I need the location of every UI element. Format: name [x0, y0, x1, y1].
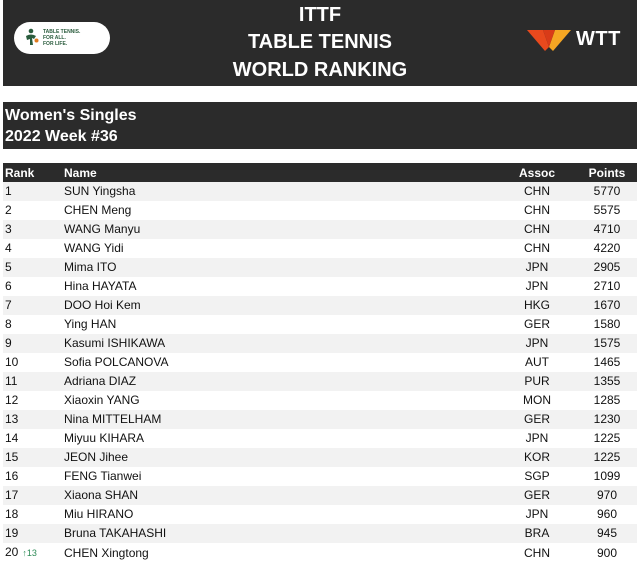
- assoc-cell-value: CHN: [524, 241, 550, 255]
- points-cell-value: 5770: [593, 184, 621, 198]
- rank-cell: [3, 220, 64, 239]
- assoc-cell-value: JPN: [525, 260, 549, 274]
- assoc-cell-value: SGP: [524, 469, 550, 483]
- name-cell-value: Ying HAN: [64, 317, 117, 331]
- points-cell: [577, 372, 637, 391]
- assoc-cell-value: JPN: [525, 336, 549, 350]
- name-cell-value: WANG Yidi: [64, 241, 124, 255]
- name-cell: [64, 486, 497, 505]
- name-cell: [64, 353, 497, 372]
- rank-cell: [3, 334, 64, 353]
- rank-cell: [3, 505, 64, 524]
- assoc-cell: [497, 182, 577, 201]
- assoc-cell-value: HKG: [523, 298, 550, 312]
- rank-cell: [3, 239, 64, 258]
- name-cell: [64, 201, 497, 220]
- assoc-cell: [497, 353, 577, 372]
- points-cell-value: 4220: [593, 241, 621, 255]
- name-cell: [64, 467, 497, 486]
- points-cell: [577, 524, 637, 543]
- table-row: [3, 296, 637, 315]
- assoc-cell: [497, 201, 577, 220]
- rank-cell: [3, 429, 64, 448]
- points-cell: [577, 429, 637, 448]
- assoc-cell: [497, 334, 577, 353]
- header-rank: Rank: [3, 163, 64, 182]
- table-row: [3, 372, 637, 391]
- rank-cell-value: 13: [5, 412, 19, 426]
- name-cell: [64, 448, 497, 467]
- points-cell-value: 1670: [593, 298, 621, 312]
- name-cell-value: Xiaona SHAN: [64, 488, 139, 502]
- name-cell: [64, 543, 497, 562]
- points-cell: [577, 505, 637, 524]
- table-row: [3, 524, 637, 543]
- table-row: [3, 505, 637, 524]
- title-line-1: ITTF: [298, 4, 342, 26]
- name-cell-value: Kasumi ISHIKAWA: [64, 336, 166, 350]
- rank-cell: [3, 315, 64, 334]
- assoc-cell: [497, 524, 577, 543]
- table-row: [3, 467, 637, 486]
- rank-cell: [3, 353, 64, 372]
- name-cell: [64, 258, 497, 277]
- header-name: Name: [64, 163, 497, 182]
- rank-cell-value: 9: [5, 336, 12, 350]
- name-cell-value: Mima ITO: [64, 260, 117, 274]
- wtt-logo-text: WTT: [576, 27, 621, 50]
- table-row: [3, 486, 637, 505]
- name-cell: [64, 277, 497, 296]
- table-row: [3, 334, 637, 353]
- points-cell-value: 945: [596, 526, 618, 540]
- assoc-cell-value: KOR: [523, 450, 550, 464]
- name-cell: [64, 239, 497, 258]
- points-cell-value: 1225: [593, 450, 621, 464]
- rank-cell: [3, 391, 64, 410]
- assoc-cell-value: CHN: [524, 222, 550, 236]
- name-cell: [64, 524, 497, 543]
- rank-cell: [3, 524, 64, 543]
- assoc-cell: [497, 372, 577, 391]
- assoc-cell-value: GER: [523, 488, 550, 502]
- rank-cell: [3, 467, 64, 486]
- rank-cell: [3, 486, 64, 505]
- name-cell-value: Sofia POLCANOVA: [64, 355, 169, 369]
- assoc-cell-value: JPN: [525, 431, 549, 445]
- ranking-table: [3, 163, 637, 562]
- table-row: [3, 353, 637, 372]
- assoc-cell: [497, 258, 577, 277]
- points-cell: [577, 315, 637, 334]
- name-cell: [64, 410, 497, 429]
- points-cell-value: 1230: [593, 412, 621, 426]
- points-cell: [577, 277, 637, 296]
- rank-cell: [3, 410, 64, 429]
- assoc-cell: [497, 239, 577, 258]
- assoc-cell: [497, 391, 577, 410]
- points-cell-value: 1580: [593, 317, 621, 331]
- points-cell-value: 2905: [593, 260, 621, 274]
- name-cell: [64, 182, 497, 201]
- name-cell-value: Nina MITTELHAM: [64, 412, 162, 426]
- assoc-cell: [497, 505, 577, 524]
- table-row: [3, 410, 637, 429]
- assoc-cell-value: CHN: [524, 545, 550, 560]
- points-cell: [577, 410, 637, 429]
- rank-cell-value: 6: [5, 279, 12, 293]
- assoc-cell-value: AUT: [525, 355, 549, 369]
- points-cell-value: 4710: [593, 222, 621, 236]
- assoc-cell-value: CHN: [524, 184, 550, 198]
- points-cell-value: 900: [596, 545, 618, 560]
- assoc-cell-value: JPN: [525, 279, 549, 293]
- table-row: [3, 182, 637, 201]
- rank-change-badge: ↑13: [22, 548, 37, 558]
- name-cell-value: WANG Manyu: [64, 222, 141, 236]
- header-points: Points: [577, 163, 637, 182]
- name-cell: [64, 429, 497, 448]
- name-cell-value: CHEN Meng: [64, 203, 132, 217]
- assoc-cell-value: GER: [523, 412, 550, 426]
- name-cell-value: SUN Yingsha: [64, 184, 136, 198]
- wtt-logo: [527, 26, 621, 52]
- points-cell: [577, 334, 637, 353]
- table-row: [3, 277, 637, 296]
- points-cell: [577, 239, 637, 258]
- event-name: Women's Singles: [5, 107, 137, 124]
- name-cell-value: Bruna TAKAHASHI: [64, 526, 167, 540]
- name-cell: [64, 505, 497, 524]
- rank-cell: [3, 372, 64, 391]
- table-row: [3, 201, 637, 220]
- points-cell-value: 960: [596, 507, 618, 521]
- rank-cell: [3, 448, 64, 467]
- rank-cell-value: 20: [5, 545, 19, 559]
- name-cell-value: JEON Jihee: [64, 450, 129, 464]
- rank-cell: [3, 182, 64, 201]
- assoc-cell: [497, 410, 577, 429]
- rank-cell: [3, 296, 64, 315]
- table-row: [3, 429, 637, 448]
- rank-cell-value: 17: [5, 488, 19, 502]
- name-cell-value: Hina HAYATA: [64, 279, 137, 293]
- table-row: [3, 239, 637, 258]
- points-cell-value: 1465: [593, 355, 621, 369]
- table-header-row: [3, 163, 637, 182]
- rank-cell-value: 4: [5, 241, 12, 255]
- assoc-cell-value: GER: [523, 317, 550, 331]
- name-cell-value: DOO Hoi Kem: [64, 298, 141, 312]
- wtt-wing-icon: [527, 27, 571, 51]
- assoc-cell: [497, 543, 577, 562]
- name-cell-value: Miyuu KIHARA: [64, 431, 145, 445]
- event-week: 2022 Week #36: [5, 128, 118, 145]
- rank-cell-value: 1: [5, 184, 12, 198]
- rank-cell: [3, 201, 64, 220]
- assoc-cell: [497, 467, 577, 486]
- name-cell: [64, 391, 497, 410]
- rank-cell-value: 15: [5, 450, 19, 464]
- rank-cell-value: 18: [5, 507, 19, 521]
- table-row: [3, 391, 637, 410]
- points-cell: [577, 448, 637, 467]
- rank-cell: [3, 277, 64, 296]
- title-line-2: TABLE TENNIS: [247, 31, 393, 53]
- points-cell-value: 5575: [593, 203, 621, 217]
- table-row: [3, 543, 637, 562]
- table-row: [3, 220, 637, 239]
- points-cell: [577, 182, 637, 201]
- ittf-logo-line: FOR LIFE.: [43, 41, 68, 47]
- points-cell-value: 1575: [593, 336, 621, 350]
- name-cell: [64, 372, 497, 391]
- points-cell: [577, 258, 637, 277]
- points-cell: [577, 296, 637, 315]
- table-row: [3, 315, 637, 334]
- name-cell: [64, 315, 497, 334]
- points-cell-value: 2710: [593, 279, 621, 293]
- assoc-cell: [497, 448, 577, 467]
- points-cell-value: 1099: [593, 469, 621, 483]
- title-line-3: WORLD RANKING: [232, 59, 408, 81]
- ittf-logo-line: FOR ALL.: [43, 35, 66, 41]
- name-cell-value: Xiaoxin YANG: [64, 393, 140, 407]
- rank-cell-value: 2: [5, 203, 12, 217]
- points-cell: [577, 486, 637, 505]
- name-cell-value: CHEN Xingtong: [64, 545, 149, 560]
- name-cell-value: Adriana DIAZ: [64, 374, 137, 388]
- points-cell: [577, 543, 637, 562]
- rank-cell-value: 8: [5, 317, 12, 331]
- points-cell-value: 1225: [593, 431, 621, 445]
- table-row: [3, 448, 637, 467]
- rank-cell-value: 14: [5, 431, 19, 445]
- assoc-cell: [497, 220, 577, 239]
- assoc-cell: [497, 486, 577, 505]
- name-cell: [64, 334, 497, 353]
- name-cell-value: FENG Tianwei: [64, 469, 142, 483]
- rank-cell-value: 3: [5, 222, 12, 236]
- assoc-cell: [497, 277, 577, 296]
- rank-cell-value: 12: [5, 393, 19, 407]
- name-cell-value: Miu HIRANO: [64, 507, 134, 521]
- points-cell: [577, 391, 637, 410]
- assoc-cell-value: BRA: [524, 526, 550, 540]
- points-cell-value: 1355: [593, 374, 621, 388]
- points-cell: [577, 467, 637, 486]
- rank-cell-value: 19: [5, 526, 19, 540]
- table-row: [3, 258, 637, 277]
- rank-cell-value: 16: [5, 469, 19, 483]
- assoc-cell-value: CHN: [524, 203, 550, 217]
- points-cell-value: 970: [596, 488, 618, 502]
- assoc-cell-value: PUR: [524, 374, 550, 388]
- event-header: [3, 102, 637, 149]
- rank-cell: [3, 543, 64, 562]
- assoc-cell: [497, 315, 577, 334]
- rank-cell-value: 5: [5, 260, 12, 274]
- ittf-logo-line: TABLE TENNIS.: [43, 29, 81, 35]
- rank-cell-value: 11: [5, 374, 18, 388]
- points-cell: [577, 353, 637, 372]
- assoc-cell: [497, 296, 577, 315]
- name-cell: [64, 296, 497, 315]
- assoc-cell-value: JPN: [525, 507, 549, 521]
- points-cell: [577, 201, 637, 220]
- points-cell: [577, 220, 637, 239]
- rank-cell: [3, 258, 64, 277]
- header-assoc: Assoc: [497, 163, 577, 182]
- assoc-cell: [497, 429, 577, 448]
- rank-cell-value: 7: [5, 298, 12, 312]
- header-banner: [3, 0, 637, 86]
- rank-cell-value: 10: [5, 355, 19, 369]
- name-cell: [64, 220, 497, 239]
- points-cell-value: 1285: [593, 393, 621, 407]
- assoc-cell-value: MON: [523, 393, 551, 407]
